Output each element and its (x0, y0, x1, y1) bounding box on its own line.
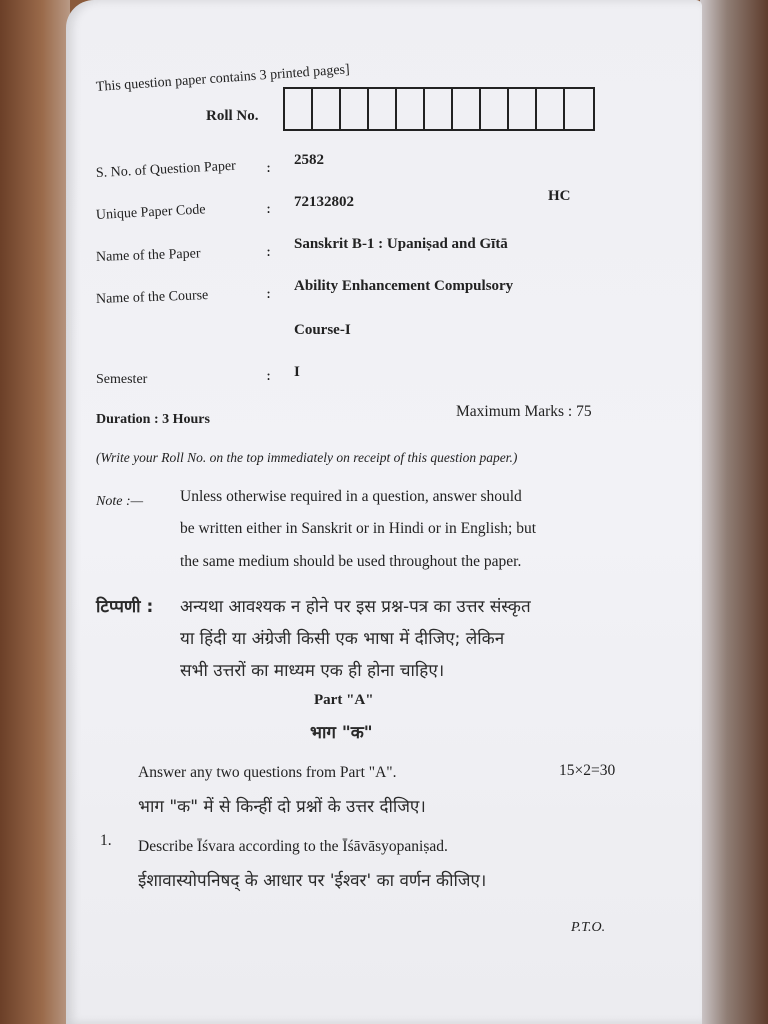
part-heading: Part "A" (314, 692, 374, 708)
header-note: This question paper contains 3 printed pages] (95, 62, 351, 95)
pto-mark: P.T.O. (571, 920, 606, 935)
field-colon: : (266, 284, 272, 302)
note-label: Note :— (96, 494, 144, 509)
field-colon: : (266, 199, 272, 217)
part-heading-hindi: भाग "क" (310, 723, 373, 743)
question-number: 1. (100, 832, 112, 849)
field-value-paper-code: 72132802 (294, 194, 354, 210)
duration: Duration : 3 Hours (96, 412, 210, 427)
note-line: be written either in Sanskrit or in Hindi or in English; but (180, 520, 537, 537)
hindi-note-line: सभी उत्तरों का माध्यम एक ही होना चाहिए। (180, 661, 445, 681)
max-marks: Maximum Marks : 75 (456, 403, 592, 420)
field-value-paper-name: Sanskrit B-1 : Upaniṣad and Gītā (294, 236, 508, 252)
roll-label: Roll No. (206, 108, 259, 124)
field-label-course-name: Name of the Course (95, 288, 209, 307)
part-instruction: Answer any two questions from Part "A". (138, 764, 397, 781)
field-value-course-name: Ability Enhancement Compulsory (294, 278, 514, 294)
hindi-note-line: अन्यथा आवश्यक न होने पर इस प्रश्न-पत्र का उत्तर संस्कृत (180, 597, 531, 617)
hindi-note-line: या हिंदी या अंग्रेजी किसी एक भाषा में दीजिए; लेकिन (180, 629, 505, 649)
question-text: Describe Īśvara according to the Īśāvāsyopaniṣad. (138, 838, 448, 855)
field-label-serial: S. No. of Question Paper (95, 158, 237, 181)
note-line: Unless otherwise required in a question, answer should (180, 488, 522, 505)
book-spine-edge (0, 0, 70, 1024)
field-label-semester: Semester (96, 372, 148, 387)
field-value-serial: 2582 (294, 152, 324, 168)
field-colon: : (266, 158, 272, 176)
note-line: the same medium should be used throughout the paper. (180, 553, 522, 570)
part-instruction-hindi: भाग "क" में से किन्हीं दो प्रश्नों के उत्तर दीजिए। (138, 797, 426, 817)
page-stack-edge (700, 0, 768, 1024)
field-value-course-cont: Course-I (294, 322, 351, 338)
field-label-paper-name: Name of the Paper (95, 246, 201, 265)
field-value-semester: I (294, 364, 300, 380)
roll-number-boxes (283, 87, 595, 131)
question-text-hindi: ईशावास्योपनिषद् के आधार पर 'ईश्वर' का वर्णन कीजिए। (138, 871, 487, 891)
hindi-note-label: टिप्पणी : (96, 597, 154, 617)
field-colon: : (266, 242, 272, 260)
field-label-paper-code: Unique Paper Code (95, 202, 206, 223)
question-paper-page (66, 0, 702, 1024)
part-marks: 15×2=30 (559, 762, 616, 779)
roll-instruction: (Write your Roll No. on the top immediately on receipt of this question paper.) (96, 450, 518, 465)
field-colon: : (266, 366, 272, 384)
hc-mark: HC (548, 188, 571, 204)
